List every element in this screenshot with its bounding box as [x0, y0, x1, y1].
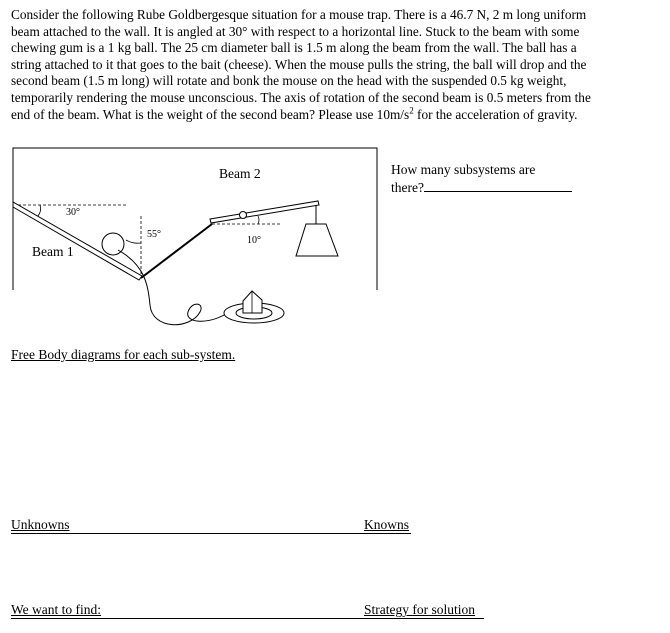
problem-line: temporarily rendering the mouse unconscious. The axis of rotation of the second beam is 0.5 meters from the: [11, 89, 591, 105]
question-line: How many subsystems are: [391, 162, 536, 177]
mouse-trap-diagram: [0, 140, 380, 340]
angle-label-55: 55°: [147, 229, 161, 240]
problem-statement: [11, 7, 661, 123]
frame-outline: [13, 148, 377, 290]
strategy-heading: Strategy for solution: [364, 602, 475, 617]
problem-line: Consider the following Rube Goldbergesque situation for a mouse trap. There is a 46.7 N, 2 m long uniform: [11, 7, 587, 22]
want-heading: We want to find:: [11, 602, 102, 617]
superscript: 2: [409, 105, 414, 116]
problem-line-text: end of the beam. What is the weight of the second beam? Please use 10m/s: [11, 106, 410, 122]
question-text: there?: [391, 180, 424, 195]
beam-2: [210, 201, 319, 223]
problem-line: chewing gum is a 1 kg ball. The 25 cm diameter ball is 1.5 m along the beam from the wall. The ball has a: [11, 40, 577, 56]
angle-label-30: 30°: [66, 207, 80, 218]
pivot: [240, 212, 247, 219]
fbd-heading: Free Body diagrams for each sub-system.: [11, 347, 236, 362]
subsystems-question: [391, 161, 572, 196]
angle-arc-30: [37, 205, 41, 217]
problem-line-last: [11, 107, 661, 124]
beam-1-label: Beam 1: [32, 244, 74, 259]
string: [118, 250, 228, 325]
suspended-weight: [296, 224, 338, 256]
question-line: [391, 178, 572, 196]
divider: [11, 618, 484, 619]
problem-line-text: for the acceleration of gravity.: [413, 106, 578, 122]
angle-arc-10: [258, 216, 259, 224]
cheese: [243, 291, 262, 313]
beam-2-label: Beam 2: [219, 166, 261, 181]
problem-line: beam attached to the wall. It is angled at 30° with respect to a horizontal line. Stuck to the beam with some: [11, 23, 580, 39]
problem-line: string attached to it that goes to the bait (cheese). When the mouse pulls the string, the ball will drop and the: [11, 56, 587, 72]
problem-line: second beam (1.5 m long) will rotate and bonk the mouse on the head with the suspended 0.5 kg weight,: [11, 73, 567, 89]
divider: [11, 533, 411, 534]
knowns-heading: Knowns: [364, 517, 410, 532]
unknowns-heading: Unknowns: [11, 517, 70, 532]
answer-blank[interactable]: [424, 178, 572, 192]
angle-arc-55: [126, 240, 141, 243]
angle-label-10: 10°: [247, 235, 261, 246]
